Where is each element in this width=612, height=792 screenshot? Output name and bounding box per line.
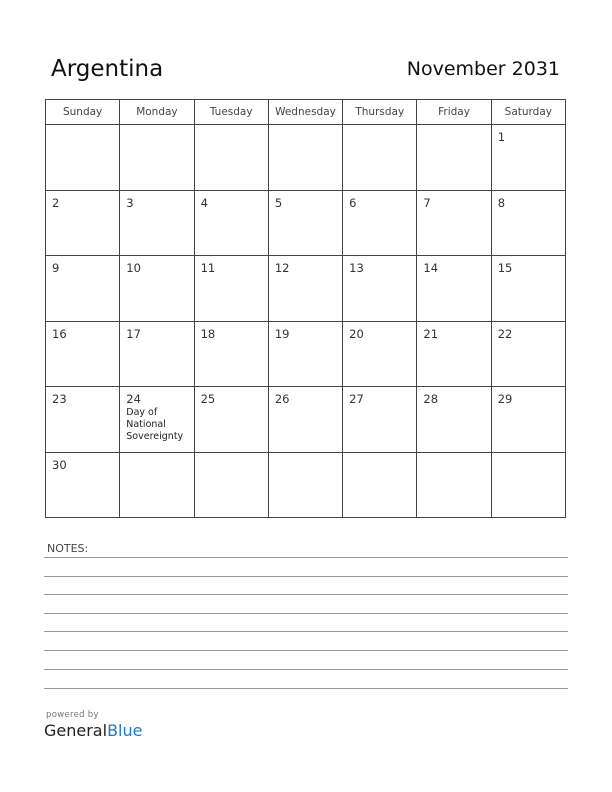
day-cell bbox=[343, 387, 417, 453]
day-cell bbox=[268, 321, 342, 387]
day-cell bbox=[46, 387, 120, 453]
weekday-saturday: Saturday bbox=[491, 100, 565, 125]
day-cell bbox=[417, 452, 491, 518]
day-cell bbox=[46, 321, 120, 387]
week-row bbox=[46, 452, 566, 518]
day-cell bbox=[343, 321, 417, 387]
day-number: 25 bbox=[200, 392, 216, 406]
day-number: 23 bbox=[52, 392, 67, 406]
calendar-grid bbox=[45, 99, 566, 518]
day-cell bbox=[417, 387, 491, 453]
day-cell bbox=[491, 321, 565, 387]
day-cell bbox=[120, 125, 194, 191]
day-number: 18 bbox=[200, 326, 216, 341]
day-number: 8 bbox=[497, 195, 506, 210]
day-cell bbox=[491, 125, 565, 191]
day-cell bbox=[417, 321, 491, 387]
day-cell bbox=[194, 321, 268, 387]
notes-label: NOTES: bbox=[47, 542, 89, 555]
weekday-wednesday: Wednesday bbox=[268, 100, 342, 125]
day-number: 4 bbox=[200, 195, 208, 210]
day-cell bbox=[120, 452, 194, 518]
day-number: 21 bbox=[423, 326, 439, 341]
day-number: 22 bbox=[497, 326, 513, 341]
day-number: 29 bbox=[497, 392, 513, 406]
week-row bbox=[46, 387, 566, 453]
day-cell bbox=[46, 125, 120, 191]
notes-line bbox=[44, 613, 568, 614]
day-cell bbox=[194, 125, 268, 191]
day-number: 24 bbox=[126, 392, 141, 406]
day-cell bbox=[194, 190, 268, 256]
day-cell bbox=[417, 256, 491, 322]
notes-line bbox=[44, 669, 568, 670]
weekday-sunday: Sunday bbox=[46, 100, 120, 125]
day-number: 30 bbox=[52, 457, 67, 472]
day-cell bbox=[120, 321, 194, 387]
day-number: 19 bbox=[274, 326, 290, 341]
day-cell bbox=[343, 125, 417, 191]
day-number: 16 bbox=[52, 326, 67, 341]
weekday-monday: Monday bbox=[120, 100, 194, 125]
day-cell bbox=[268, 387, 342, 453]
day-cell bbox=[268, 256, 342, 322]
day-cell bbox=[46, 190, 120, 256]
day-number: 26 bbox=[274, 392, 290, 406]
day-cell bbox=[46, 256, 120, 322]
day-cell bbox=[343, 452, 417, 518]
weekday-tuesday: Tuesday bbox=[194, 100, 268, 125]
month-title: November 2031 bbox=[406, 58, 560, 80]
week-row bbox=[46, 125, 566, 191]
notes-line bbox=[44, 688, 568, 689]
brand-logo bbox=[44, 721, 142, 740]
day-number: 11 bbox=[200, 261, 216, 275]
day-number: 20 bbox=[349, 326, 364, 341]
day-number: 28 bbox=[423, 392, 439, 406]
day-cell bbox=[120, 190, 194, 256]
day-cell bbox=[120, 256, 194, 322]
day-cell bbox=[491, 452, 565, 518]
day-cell bbox=[491, 256, 565, 322]
week-row bbox=[46, 321, 566, 387]
weekday-header-row bbox=[46, 100, 566, 125]
weekday-friday: Friday bbox=[417, 100, 491, 125]
weekday-thursday: Thursday bbox=[343, 100, 417, 125]
day-cell bbox=[491, 387, 565, 453]
brand-blue: Blue bbox=[107, 721, 143, 740]
day-number: 12 bbox=[274, 261, 290, 275]
day-cell bbox=[194, 452, 268, 518]
day-number: 1 bbox=[497, 130, 506, 144]
day-cell bbox=[268, 452, 342, 518]
notes-line bbox=[44, 631, 568, 632]
notes-line bbox=[44, 576, 568, 577]
day-number: 27 bbox=[349, 392, 364, 406]
powered-by-text: powered by bbox=[46, 710, 99, 720]
day-cell bbox=[343, 256, 417, 322]
notes-line bbox=[44, 650, 568, 651]
day-cell bbox=[194, 256, 268, 322]
day-number: 3 bbox=[126, 195, 134, 210]
day-number: 13 bbox=[349, 261, 364, 275]
day-number: 5 bbox=[274, 195, 283, 210]
notes-line bbox=[44, 594, 568, 595]
week-row bbox=[46, 256, 566, 322]
day-cell bbox=[268, 190, 342, 256]
day-number: 17 bbox=[126, 326, 141, 341]
week-row bbox=[46, 190, 566, 256]
day-cell bbox=[46, 452, 120, 518]
day-cell bbox=[268, 125, 342, 191]
day-number: 10 bbox=[126, 261, 141, 275]
day-number: 14 bbox=[423, 261, 439, 275]
day-cell bbox=[417, 190, 491, 256]
day-cell bbox=[491, 190, 565, 256]
day-cell bbox=[120, 387, 194, 453]
day-cell bbox=[343, 190, 417, 256]
day-number: 7 bbox=[423, 195, 431, 210]
brand-general: General bbox=[44, 721, 108, 740]
country-title: Argentina bbox=[51, 56, 164, 82]
notes-line bbox=[44, 557, 568, 558]
day-cell bbox=[417, 125, 491, 191]
day-number: 6 bbox=[349, 195, 357, 210]
day-number: 2 bbox=[52, 195, 60, 210]
day-cell bbox=[194, 387, 268, 453]
day-number: 15 bbox=[497, 261, 513, 275]
holiday-label: Day of National Sovereignty bbox=[126, 406, 184, 443]
day-number: 9 bbox=[52, 261, 60, 275]
